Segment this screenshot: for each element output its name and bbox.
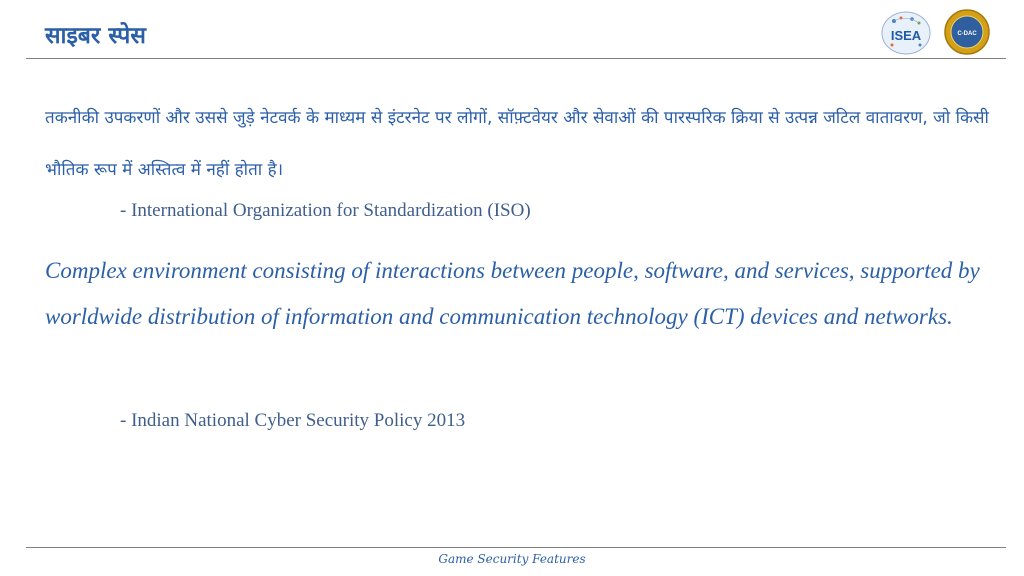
cdac-logo-icon [943, 9, 991, 55]
slide-title: साइबर स्पेस [45, 23, 146, 49]
iso-source-citation: - International Organization for Standardization (ISO) [120, 200, 531, 221]
top-divider [26, 58, 1006, 59]
cdac-logo [943, 9, 991, 55]
english-definition: Complex environment consisting of interactions between people, software, and services, supported by worldwide distribution of information and communication technology (ICT) devices and networks. [45, 258, 980, 329]
isea-logo-text: ISEA [890, 28, 922, 43]
hindi-definition: तकनीकी उपकरणों और उससे जुड़े नेटवर्क के माध्यम से इंटरनेट पर लोगों, सॉफ़्टवेयर और सेवाओं की पारस्परिक क्रिया से उत्पन्न जटिल वातावरण, जो किसी भौतिक रूप में अस्तित्व में नहीं होता है। [45, 108, 989, 180]
footer-text: Game Security Features [438, 552, 586, 566]
cdac-logo-text: C-DAC [957, 31, 977, 37]
isea-logo-icon [881, 11, 931, 55]
bottom-divider [26, 547, 1006, 548]
isea-logo [881, 11, 931, 55]
ncsp-source-citation: - Indian National Cyber Security Policy 2013 [120, 410, 466, 431]
